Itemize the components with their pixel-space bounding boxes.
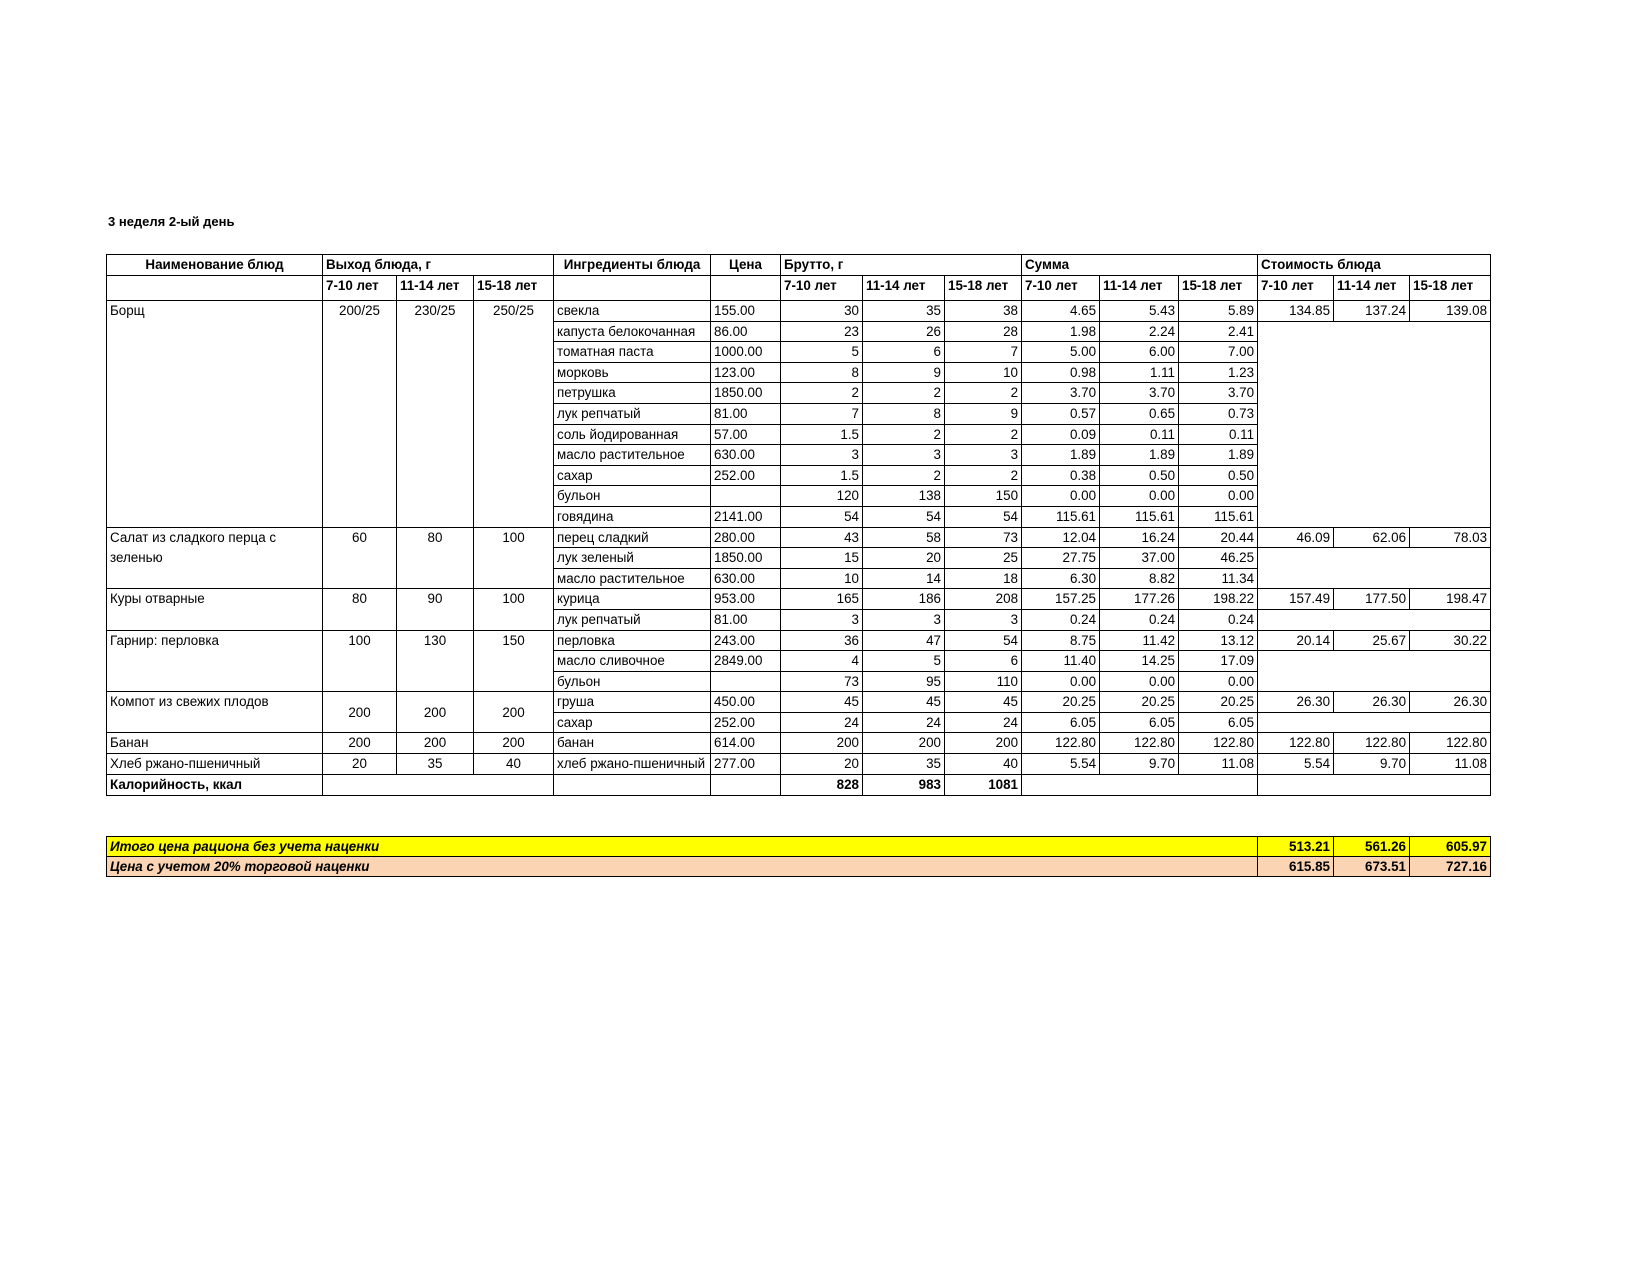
- ingredient-sum: 0.00: [1179, 671, 1258, 692]
- header-cost-age-1: 7-10 лет: [1258, 276, 1334, 301]
- ingredient-gross: 45: [945, 692, 1022, 713]
- ingredient-sum: 5.89: [1179, 301, 1258, 322]
- ingredient-gross: 2: [863, 465, 945, 486]
- header-yield-age-2: 11-14 лет: [397, 276, 474, 301]
- header-sum-age-1: 7-10 лет: [1022, 276, 1100, 301]
- dish-cost: 198.47: [1410, 589, 1491, 610]
- ingredient-sum: 1.89: [1179, 445, 1258, 466]
- table-row: [107, 630, 1491, 651]
- ingredient-price: 252.00: [711, 712, 781, 733]
- ingredient-sum: 1.98: [1022, 321, 1100, 342]
- ingredient-sum: 5.54: [1022, 754, 1100, 775]
- dish-yield: 200: [397, 733, 474, 754]
- dish-cost: 5.54: [1258, 754, 1334, 775]
- total-with-markup-label: Цена с учетом 20% торговой наценки: [107, 857, 1258, 877]
- ingredient-sum: 0.00: [1179, 486, 1258, 507]
- header-row-2: [107, 276, 1491, 301]
- ingredient-sum: 1.89: [1100, 445, 1179, 466]
- ingredient-gross: 58: [863, 527, 945, 548]
- menu-table: [106, 254, 1491, 796]
- ingredient-gross: 2: [863, 383, 945, 404]
- total-no-markup-age-1: 513.21: [1258, 837, 1334, 857]
- dish-cost: 30.22: [1410, 630, 1491, 651]
- ingredient-sum: 20.25: [1179, 692, 1258, 713]
- ingredient-price: 57.00: [711, 424, 781, 445]
- ingredient-gross: 28: [945, 321, 1022, 342]
- ingredient-gross: 95: [863, 671, 945, 692]
- dish-yield: 90: [397, 589, 474, 630]
- ingredient-gross: 200: [781, 733, 863, 754]
- ingredient-name: банан: [554, 733, 711, 754]
- ingredient-name: перец сладкий: [554, 527, 711, 548]
- dish-cost: 122.80: [1334, 733, 1410, 754]
- ingredient-sum: 0.24: [1022, 609, 1100, 630]
- dish-cost: 46.09: [1258, 527, 1334, 548]
- ingredient-sum: 1.11: [1100, 362, 1179, 383]
- header-gross-age-3: 15-18 лет: [945, 276, 1022, 301]
- dish-cost: 139.08: [1410, 301, 1491, 322]
- ingredient-sum: 122.80: [1022, 733, 1100, 754]
- ingredient-price: 630.00: [711, 445, 781, 466]
- dish-name: Куры отварные: [107, 589, 323, 630]
- ingredient-sum: 20.25: [1022, 692, 1100, 713]
- ingredient-gross: 3: [781, 445, 863, 466]
- ingredient-gross: 200: [945, 733, 1022, 754]
- ingredient-name: капуста белокочанная: [554, 321, 711, 342]
- dish-yield: 80: [397, 527, 474, 589]
- ingredient-sum: 0.09: [1022, 424, 1100, 445]
- ingredient-sum: 122.80: [1179, 733, 1258, 754]
- total-with-markup-age-3: 727.16: [1410, 857, 1491, 877]
- dish-name: Гарнир: перловка: [107, 630, 323, 692]
- ingredient-name: лук репчатый: [554, 609, 711, 630]
- ingredient-sum: 9.70: [1100, 754, 1179, 775]
- ingredient-name: сахар: [554, 465, 711, 486]
- ingredient-gross: 3: [781, 609, 863, 630]
- header-yield: Выход блюда, г: [323, 255, 554, 276]
- total-with-markup-row: [107, 857, 1491, 877]
- table-row: [107, 754, 1491, 775]
- ingredient-sum: 6.30: [1022, 568, 1100, 589]
- table-row: [107, 692, 1491, 713]
- calories-sum-blank: [1022, 775, 1258, 796]
- ingredient-name: масло растительное: [554, 568, 711, 589]
- ingredient-sum: 16.24: [1100, 527, 1179, 548]
- dish-cost: 177.50: [1334, 589, 1410, 610]
- ingredient-gross: 14: [863, 568, 945, 589]
- dish-name: Хлеб ржано-пшеничный: [107, 754, 323, 775]
- dish-cost: 78.03: [1410, 527, 1491, 548]
- ingredient-sum: 11.08: [1179, 754, 1258, 775]
- ingredient-sum: 14.25: [1100, 651, 1179, 672]
- ingredient-sum: 37.00: [1100, 548, 1179, 569]
- dish-yield: 200: [323, 733, 397, 754]
- dish-yield: 60: [323, 527, 397, 589]
- header-gross-age-2: 11-14 лет: [863, 276, 945, 301]
- header-cost-age-2: 11-14 лет: [1334, 276, 1410, 301]
- calories-price-blank: [711, 775, 781, 796]
- dish-cost: 26.30: [1334, 692, 1410, 713]
- dish-cost: 137.24: [1334, 301, 1410, 322]
- dish-yield: 100: [474, 527, 554, 589]
- ingredient-price: 1850.00: [711, 383, 781, 404]
- dish-yield: 130: [397, 630, 474, 692]
- total-no-markup-row: [107, 837, 1491, 857]
- ingredient-name: бульон: [554, 671, 711, 692]
- header-row-1: [107, 255, 1491, 276]
- ingredient-gross: 10: [781, 568, 863, 589]
- dish-cost: 20.14: [1258, 630, 1334, 651]
- dish-name: Банан: [107, 733, 323, 754]
- ingredient-sum: 115.61: [1022, 506, 1100, 527]
- ingredient-gross: 24: [945, 712, 1022, 733]
- ingredient-price: 1000.00: [711, 342, 781, 363]
- ingredient-name: морковь: [554, 362, 711, 383]
- ingredient-name: лук репчатый: [554, 403, 711, 424]
- ingredient-sum: 0.38: [1022, 465, 1100, 486]
- ingredient-price: 81.00: [711, 609, 781, 630]
- ingredient-sum: 20.44: [1179, 527, 1258, 548]
- dish-yield: 200: [474, 733, 554, 754]
- ingredient-price: 1850.00: [711, 548, 781, 569]
- ingredient-sum: 0.00: [1100, 671, 1179, 692]
- dish-yield: 200: [323, 692, 397, 733]
- dish-yield: 100: [323, 630, 397, 692]
- total-no-markup-age-3: 605.97: [1410, 837, 1491, 857]
- dish-cost-blank: [1258, 712, 1491, 733]
- ingredient-sum: 3.70: [1179, 383, 1258, 404]
- ingredient-price: [711, 486, 781, 507]
- header-cost-age-3: 15-18 лет: [1410, 276, 1491, 301]
- header-dish-blank: [107, 276, 323, 301]
- ingredient-gross: 54: [945, 506, 1022, 527]
- ingredient-gross: 54: [781, 506, 863, 527]
- ingredient-gross: 35: [863, 754, 945, 775]
- ingredient-sum: 8.75: [1022, 630, 1100, 651]
- total-no-markup-label: Итого цена рациона без учета наценки: [107, 837, 1258, 857]
- ingredient-gross: 40: [945, 754, 1022, 775]
- table-row: [107, 301, 1491, 322]
- dish-cost: 26.30: [1410, 692, 1491, 713]
- ingredient-sum: 0.11: [1100, 424, 1179, 445]
- table-row: [107, 589, 1491, 610]
- ingredient-gross: 120: [781, 486, 863, 507]
- calories-value: 828: [781, 775, 863, 796]
- dish-cost: 26.30: [1258, 692, 1334, 713]
- dish-cost-blank: [1258, 548, 1491, 589]
- ingredient-sum: 1.89: [1022, 445, 1100, 466]
- ingredient-gross: 7: [781, 403, 863, 424]
- ingredient-sum: 20.25: [1100, 692, 1179, 713]
- total-no-markup-age-2: 561.26: [1334, 837, 1410, 857]
- dish-yield: 35: [397, 754, 474, 775]
- dish-name: Компот из свежих плодов: [107, 692, 323, 733]
- ingredient-price: 123.00: [711, 362, 781, 383]
- dish-cost: 134.85: [1258, 301, 1334, 322]
- dish-cost-blank: [1258, 609, 1491, 630]
- dish-yield: 200/25: [323, 301, 397, 528]
- ingredient-gross: 7: [945, 342, 1022, 363]
- ingredient-sum: 198.22: [1179, 589, 1258, 610]
- calories-label: Калорийность, ккал: [107, 775, 323, 796]
- ingredient-gross: 15: [781, 548, 863, 569]
- header-price: Цена: [711, 255, 781, 276]
- ingredient-sum: 157.25: [1022, 589, 1100, 610]
- ingredient-gross: 138: [863, 486, 945, 507]
- dish-yield: 150: [474, 630, 554, 692]
- total-with-markup-age-1: 615.85: [1258, 857, 1334, 877]
- header-sum-age-3: 15-18 лет: [1179, 276, 1258, 301]
- ingredient-sum: 0.24: [1100, 609, 1179, 630]
- dish-yield: 200: [397, 692, 474, 733]
- totals-table: [106, 836, 1491, 877]
- table-row: [107, 527, 1491, 548]
- total-with-markup-age-2: 673.51: [1334, 857, 1410, 877]
- ingredient-gross: 6: [945, 651, 1022, 672]
- dish-yield: 250/25: [474, 301, 554, 528]
- ingredient-gross: 38: [945, 301, 1022, 322]
- ingredient-gross: 18: [945, 568, 1022, 589]
- dish-cost: 122.80: [1258, 733, 1334, 754]
- dish-yield: 20: [323, 754, 397, 775]
- ingredient-sum: 6.05: [1022, 712, 1100, 733]
- dish-name: Борщ: [107, 301, 323, 528]
- ingredient-name: петрушка: [554, 383, 711, 404]
- ingredient-sum: 6.05: [1179, 712, 1258, 733]
- ingredient-sum: 6.00: [1100, 342, 1179, 363]
- dish-yield: 100: [474, 589, 554, 630]
- dish-cost: 11.08: [1410, 754, 1491, 775]
- dish-yield: 200: [474, 692, 554, 733]
- ingredient-gross: 25: [945, 548, 1022, 569]
- header-gross: Брутто, г: [781, 255, 1022, 276]
- dish-cost: 157.49: [1258, 589, 1334, 610]
- calories-value: 1081: [945, 775, 1022, 796]
- ingredient-name: бульон: [554, 486, 711, 507]
- ingredient-price: 2849.00: [711, 651, 781, 672]
- ingredient-gross: 150: [945, 486, 1022, 507]
- ingredient-name: сахар: [554, 712, 711, 733]
- ingredient-sum: 0.00: [1022, 671, 1100, 692]
- ingredient-gross: 24: [863, 712, 945, 733]
- ingredient-gross: 2: [863, 424, 945, 445]
- ingredient-gross: 200: [863, 733, 945, 754]
- ingredient-sum: 5.43: [1100, 301, 1179, 322]
- ingredient-gross: 1.5: [781, 465, 863, 486]
- calories-yield-blank: [323, 775, 554, 796]
- ingredient-gross: 4: [781, 651, 863, 672]
- ingredient-price: 86.00: [711, 321, 781, 342]
- ingredient-sum: 11.42: [1100, 630, 1179, 651]
- dish-cost: 9.70: [1334, 754, 1410, 775]
- ingredient-gross: 54: [945, 630, 1022, 651]
- ingredient-sum: 122.80: [1100, 733, 1179, 754]
- ingredient-gross: 5: [781, 342, 863, 363]
- ingredient-sum: 13.12: [1179, 630, 1258, 651]
- ingredient-sum: 4.65: [1022, 301, 1100, 322]
- ingredient-gross: 10: [945, 362, 1022, 383]
- ingredient-sum: 0.73: [1179, 403, 1258, 424]
- ingredient-gross: 9: [945, 403, 1022, 424]
- ingredient-price: 155.00: [711, 301, 781, 322]
- dish-yield: 230/25: [397, 301, 474, 528]
- ingredient-gross: 54: [863, 506, 945, 527]
- ingredient-price: 277.00: [711, 754, 781, 775]
- ingredient-sum: 3.70: [1022, 383, 1100, 404]
- ingredient-gross: 45: [781, 692, 863, 713]
- ingredient-sum: 115.61: [1100, 506, 1179, 527]
- ingredient-price: 614.00: [711, 733, 781, 754]
- ingredient-gross: 30: [781, 301, 863, 322]
- calories-value: 983: [863, 775, 945, 796]
- ingredient-sum: 12.04: [1022, 527, 1100, 548]
- ingredient-name: перловка: [554, 630, 711, 651]
- ingredient-name: груша: [554, 692, 711, 713]
- ingredient-gross: 3: [945, 609, 1022, 630]
- ingredient-price: 2141.00: [711, 506, 781, 527]
- ingredient-gross: 35: [863, 301, 945, 322]
- ingredient-gross: 1.5: [781, 424, 863, 445]
- ingredient-name: говядина: [554, 506, 711, 527]
- dish-name: Салат из сладкого перца с зеленью: [107, 527, 323, 589]
- ingredient-gross: 47: [863, 630, 945, 651]
- ingredient-gross: 186: [863, 589, 945, 610]
- ingredient-name: масло растительное: [554, 445, 711, 466]
- header-sum-age-2: 11-14 лет: [1100, 276, 1179, 301]
- ingredient-name: масло сливочное: [554, 651, 711, 672]
- ingredient-sum: 7.00: [1179, 342, 1258, 363]
- header-sum: Сумма: [1022, 255, 1258, 276]
- ingredient-gross: 5: [863, 651, 945, 672]
- ingredient-sum: 27.75: [1022, 548, 1100, 569]
- ingredient-gross: 3: [863, 445, 945, 466]
- ingredient-sum: 5.00: [1022, 342, 1100, 363]
- ingredient-sum: 0.00: [1100, 486, 1179, 507]
- ingredient-sum: 11.40: [1022, 651, 1100, 672]
- ingredient-sum: 46.25: [1179, 548, 1258, 569]
- dish-yield: 80: [323, 589, 397, 630]
- calories-cost-blank: [1258, 775, 1491, 796]
- ingredient-price: 243.00: [711, 630, 781, 651]
- ingredient-gross: 24: [781, 712, 863, 733]
- dish-cost-blank: [1258, 321, 1491, 527]
- ingredient-sum: 0.65: [1100, 403, 1179, 424]
- ingredient-gross: 43: [781, 527, 863, 548]
- menu-body: [107, 301, 1491, 796]
- ingredient-gross: 6: [863, 342, 945, 363]
- ingredient-sum: 11.34: [1179, 568, 1258, 589]
- ingredient-gross: 2: [945, 424, 1022, 445]
- dish-cost: 122.80: [1410, 733, 1491, 754]
- header-ingredients: Ингредиенты блюда: [554, 255, 711, 276]
- ingredient-gross: 208: [945, 589, 1022, 610]
- ingredient-sum: 6.05: [1100, 712, 1179, 733]
- ingredient-price: 953.00: [711, 589, 781, 610]
- ingredient-gross: 165: [781, 589, 863, 610]
- ingredient-sum: 2.24: [1100, 321, 1179, 342]
- ingredient-gross: 9: [863, 362, 945, 383]
- header-price-blank: [711, 276, 781, 301]
- ingredient-gross: 36: [781, 630, 863, 651]
- ingredient-sum: 0.00: [1022, 486, 1100, 507]
- ingredient-sum: 0.57: [1022, 403, 1100, 424]
- ingredient-gross: 110: [945, 671, 1022, 692]
- ingredient-sum: 0.50: [1100, 465, 1179, 486]
- ingredient-sum: 0.50: [1179, 465, 1258, 486]
- document-title: 3 неделя 2-ый день: [108, 214, 235, 229]
- header-dish: Наименование блюд: [107, 255, 323, 276]
- calories-row: [107, 775, 1491, 796]
- ingredient-price: 450.00: [711, 692, 781, 713]
- ingredient-gross: 73: [945, 527, 1022, 548]
- ingredient-price: 252.00: [711, 465, 781, 486]
- ingredient-price: 630.00: [711, 568, 781, 589]
- ingredient-price: 81.00: [711, 403, 781, 424]
- ingredient-sum: 2.41: [1179, 321, 1258, 342]
- header-ingredients-blank: [554, 276, 711, 301]
- header-yield-age-3: 15-18 лет: [474, 276, 554, 301]
- ingredient-sum: 1.23: [1179, 362, 1258, 383]
- dish-cost-blank: [1258, 651, 1491, 692]
- dish-cost: 25.67: [1334, 630, 1410, 651]
- ingredient-name: томатная паста: [554, 342, 711, 363]
- ingredient-gross: 45: [863, 692, 945, 713]
- header-cost: Стоимость блюда: [1258, 255, 1491, 276]
- ingredient-name: соль йодированная: [554, 424, 711, 445]
- ingredient-sum: 0.98: [1022, 362, 1100, 383]
- ingredient-gross: 20: [781, 754, 863, 775]
- ingredient-gross: 26: [863, 321, 945, 342]
- ingredient-gross: 2: [781, 383, 863, 404]
- ingredient-sum: 115.61: [1179, 506, 1258, 527]
- ingredient-gross: 23: [781, 321, 863, 342]
- ingredient-sum: 17.09: [1179, 651, 1258, 672]
- ingredient-price: 280.00: [711, 527, 781, 548]
- ingredient-sum: 177.26: [1100, 589, 1179, 610]
- ingredient-gross: 2: [945, 465, 1022, 486]
- ingredient-name: курица: [554, 589, 711, 610]
- header-yield-age-1: 7-10 лет: [323, 276, 397, 301]
- ingredient-sum: 0.11: [1179, 424, 1258, 445]
- ingredient-sum: 8.82: [1100, 568, 1179, 589]
- ingredient-price: [711, 671, 781, 692]
- ingredient-name: лук зеленый: [554, 548, 711, 569]
- ingredient-gross: 2: [945, 383, 1022, 404]
- ingredient-name: хлеб ржано-пшеничный: [554, 754, 711, 775]
- ingredient-gross: 8: [781, 362, 863, 383]
- ingredient-name: свекла: [554, 301, 711, 322]
- header-gross-age-1: 7-10 лет: [781, 276, 863, 301]
- dish-cost: 62.06: [1334, 527, 1410, 548]
- table-row: [107, 733, 1491, 754]
- ingredient-sum: 3.70: [1100, 383, 1179, 404]
- ingredient-sum: 0.24: [1179, 609, 1258, 630]
- ingredient-gross: 20: [863, 548, 945, 569]
- ingredient-gross: 73: [781, 671, 863, 692]
- ingredient-gross: 8: [863, 403, 945, 424]
- ingredient-gross: 3: [863, 609, 945, 630]
- dish-yield: 40: [474, 754, 554, 775]
- ingredient-gross: 3: [945, 445, 1022, 466]
- calories-ingredient-blank: [554, 775, 711, 796]
